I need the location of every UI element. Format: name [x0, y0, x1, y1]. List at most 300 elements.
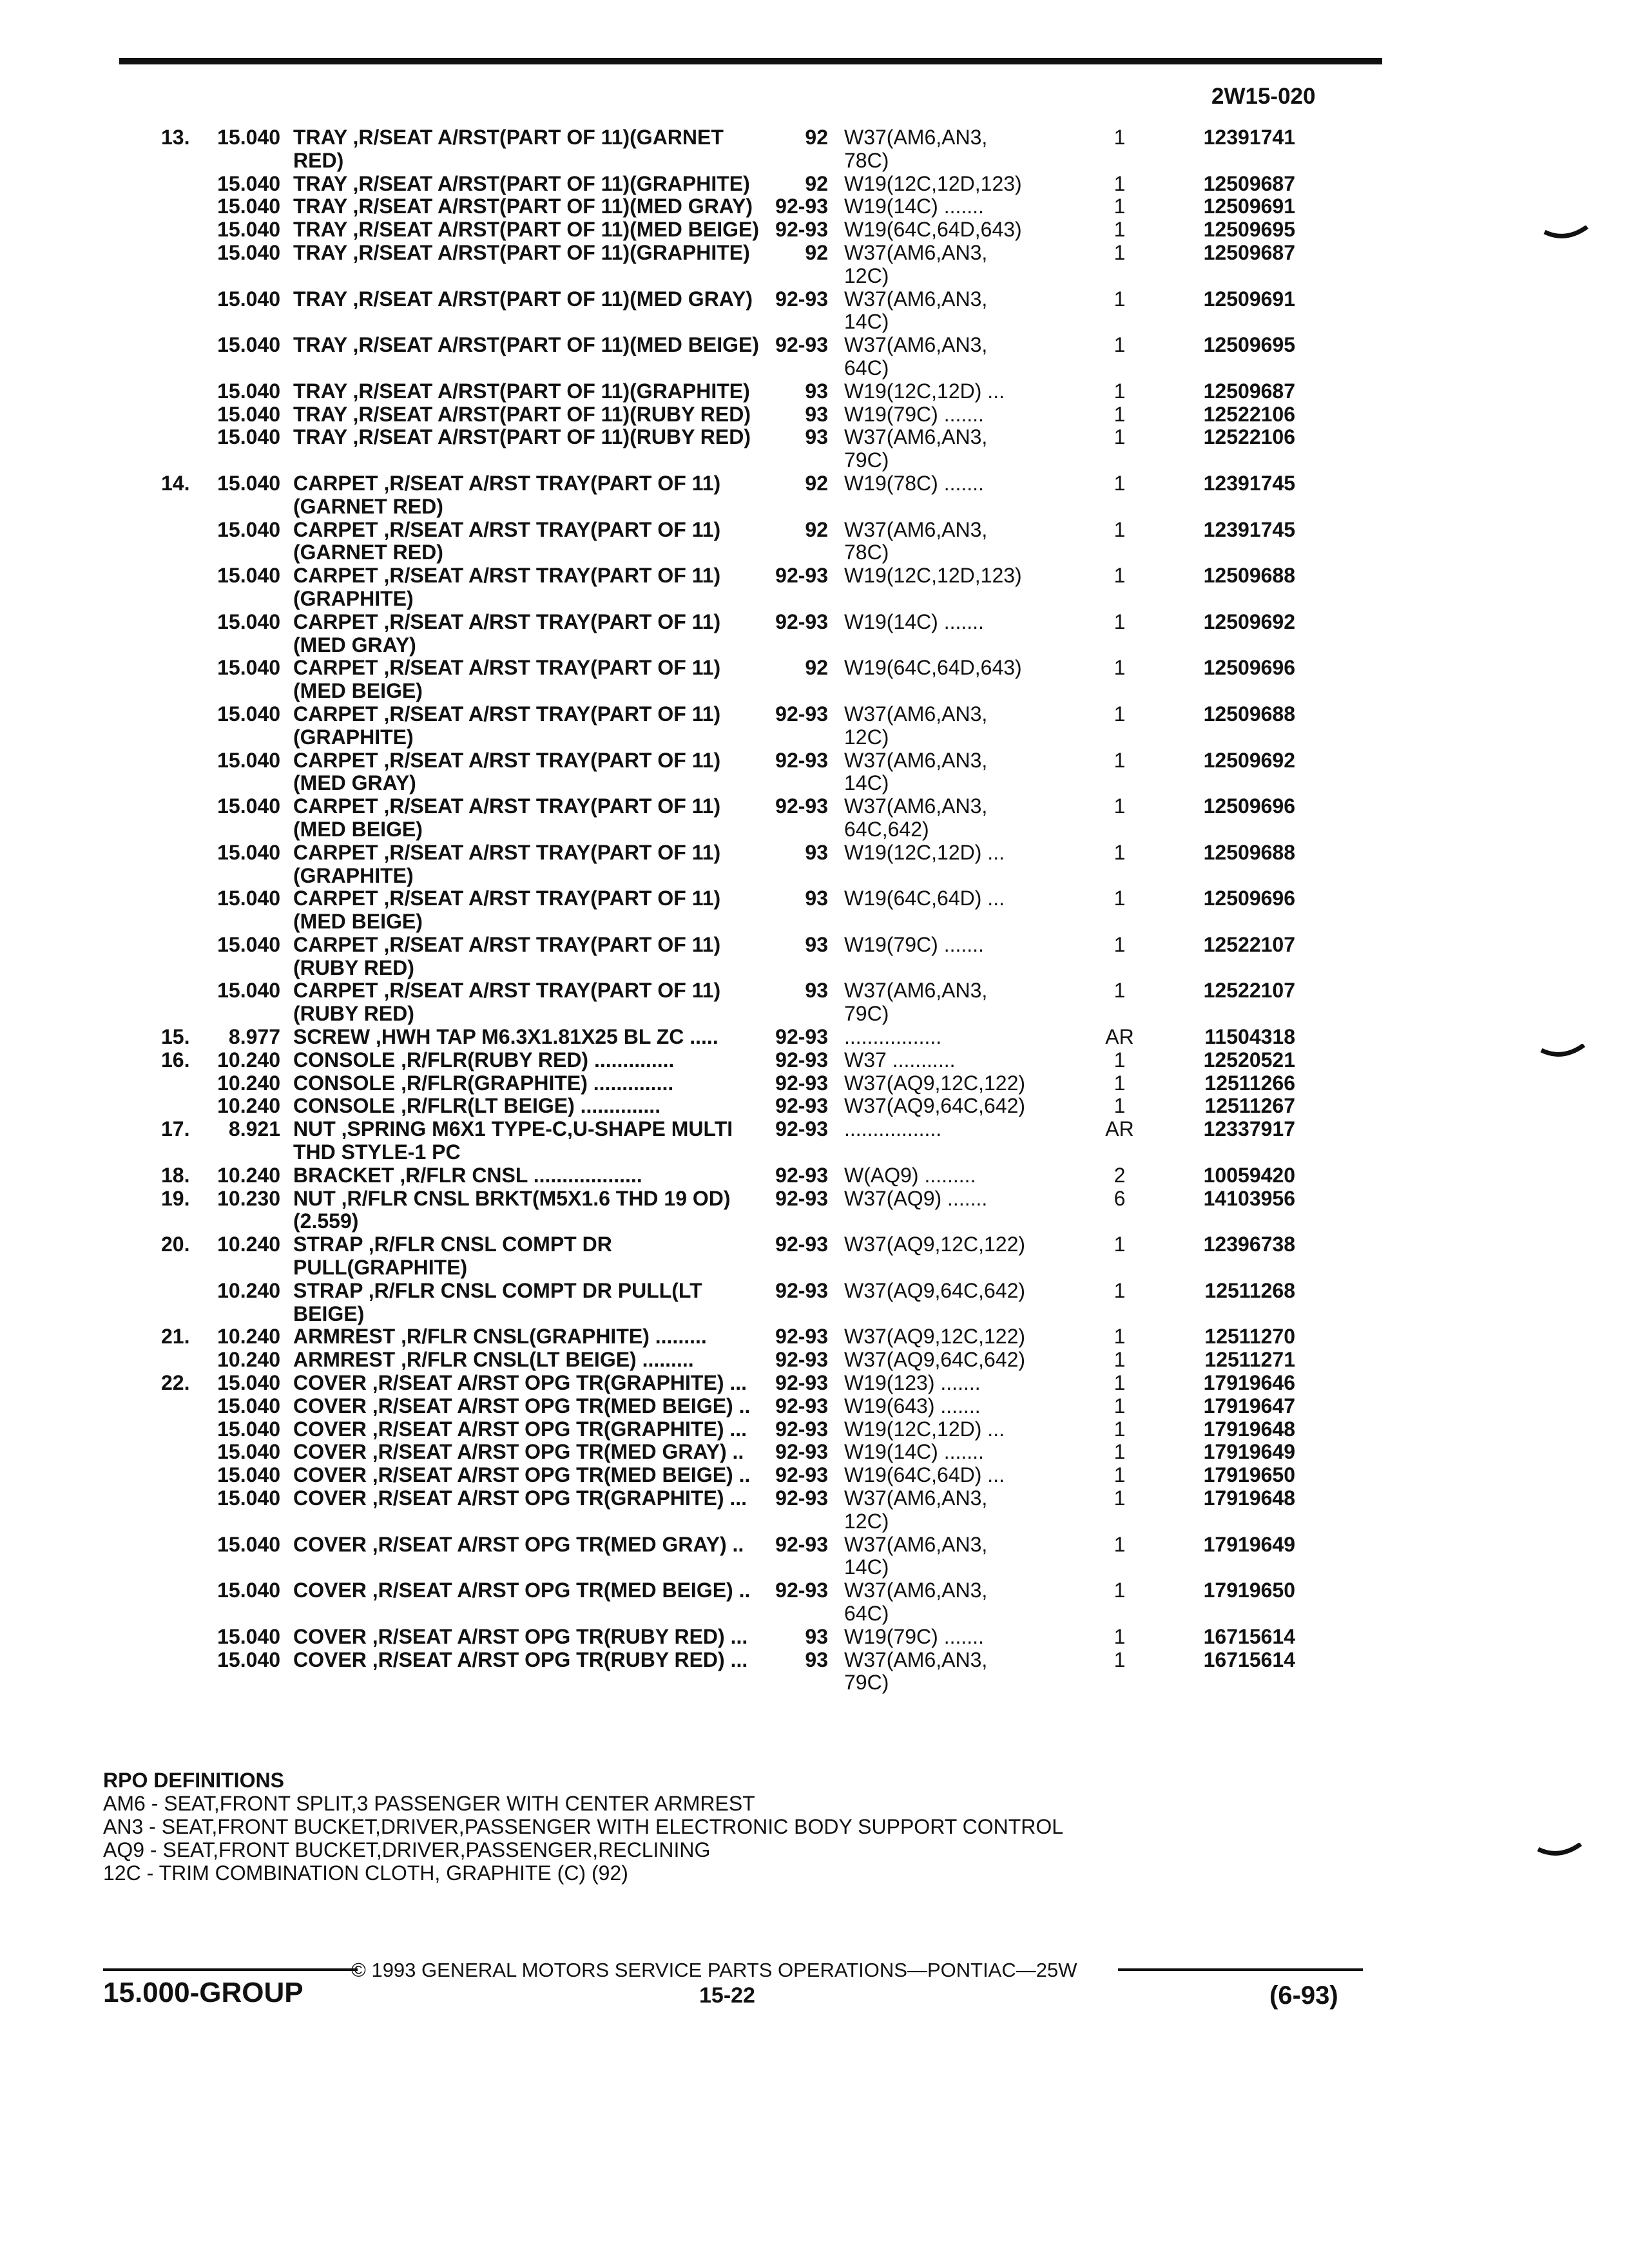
part-number: 12396738 [1203, 1233, 1295, 1256]
part-description [290, 841, 751, 888]
group-number: 15.040 [217, 517, 280, 541]
part-description-line: COVER ,R/SEAT A/RST OPG TR(MED BEIGE) .. [293, 1463, 751, 1487]
part-description [290, 1395, 751, 1418]
part-number: 17919650 [1203, 1579, 1295, 1602]
part-description-line: CONSOLE ,R/FLR(GRAPHITE) .............. [293, 1071, 674, 1095]
model-usage-line: W19(643) ....... [844, 1394, 981, 1418]
part-description-line: COVER ,R/SEAT A/RST OPG TR(MED GRAY) .. [293, 1532, 744, 1556]
quantity: 1 [1113, 1278, 1126, 1302]
model-usage [838, 1026, 1092, 1049]
part-description-line: TRAY ,R/SEAT A/RST(PART OF 11)(GRAPHITE) [293, 171, 750, 195]
parts-row [122, 1280, 1379, 1326]
quantity: 1 [1113, 240, 1126, 264]
quantity: 1 [1113, 564, 1126, 588]
model-usage [838, 1349, 1092, 1372]
group-number: 10.240 [217, 1278, 280, 1302]
part-description [290, 1095, 751, 1118]
part-description-line: TRAY ,R/SEAT A/RST(PART OF 11)(RUBY RED) [293, 402, 751, 426]
model-usage-line: 14C) [844, 310, 889, 334]
quantity: 1 [1113, 471, 1126, 495]
part-description-line: CARPET ,R/SEAT A/RST TRAY(PART OF 11) [293, 564, 721, 588]
part-number: 12509696 [1203, 887, 1295, 910]
model-usage-line: W19(64C,64D,643) [844, 218, 1022, 242]
model-usage [838, 1233, 1092, 1256]
quantity: 1 [1113, 1463, 1126, 1487]
part-number: 12509692 [1203, 610, 1295, 633]
part-description [290, 380, 751, 403]
group-number: 15.040 [217, 402, 280, 426]
item-number: 17. [161, 1117, 190, 1141]
group-number: 15.040 [217, 333, 280, 357]
model-usage [838, 934, 1092, 957]
model-usage [838, 1280, 1092, 1303]
model-usage-line: 64C) [844, 1602, 889, 1625]
model-usage-line: 64C,642) [844, 817, 929, 841]
group-number: 10.240 [217, 1071, 280, 1095]
model-years: 93 [805, 425, 828, 449]
model-usage-line: W19(14C) ....... [844, 1440, 984, 1464]
part-number: 16715614 [1203, 1648, 1295, 1671]
model-years: 92-93 [775, 1048, 828, 1072]
part-description [290, 1464, 751, 1487]
parts-row [122, 126, 1379, 173]
model-years: 93 [805, 887, 828, 910]
model-usage [838, 657, 1092, 680]
part-description-line: (GRAPHITE) [293, 586, 414, 610]
quantity: 1 [1113, 1648, 1126, 1671]
model-usage-line: 64C) [844, 356, 889, 380]
part-description [290, 1026, 751, 1049]
item-number: 18. [161, 1163, 190, 1187]
model-years: 92-93 [775, 748, 828, 772]
model-usage [838, 403, 1092, 427]
part-number: 12509687 [1203, 240, 1295, 264]
part-description-line: CARPET ,R/SEAT A/RST TRAY(PART OF 11) [293, 794, 721, 818]
model-usage-line: 78C) [844, 148, 889, 172]
part-description-line: CARPET ,R/SEAT A/RST TRAY(PART OF 11) [293, 471, 721, 495]
model-usage-line: W19(14C) ....... [844, 610, 984, 633]
parts-row [122, 403, 1379, 427]
part-number: 12509696 [1203, 794, 1295, 818]
part-number: 12391745 [1203, 517, 1295, 541]
model-usage-line: 79C) [844, 1671, 889, 1695]
part-description-line: BRACKET ,R/FLR CNSL ................... [293, 1163, 642, 1187]
part-description [290, 1441, 751, 1464]
parts-row [122, 472, 1379, 519]
group-number: 15.040 [217, 195, 280, 218]
model-years: 92-93 [775, 564, 828, 588]
rpo-title: RPO DEFINITIONS [103, 1769, 284, 1792]
part-description [290, 1372, 751, 1395]
model-usage-line: W19(123) ....... [844, 1371, 981, 1395]
group-number: 10.240 [217, 1325, 280, 1349]
part-description-line: (GRAPHITE) [293, 863, 414, 887]
model-usage-line: W19(14C) ....... [844, 195, 984, 218]
part-description [290, 1187, 751, 1234]
quantity: 1 [1113, 748, 1126, 772]
part-number: 12511267 [1204, 1094, 1295, 1118]
model-usage [838, 1464, 1092, 1487]
quantity: 1 [1113, 1579, 1126, 1602]
parts-row [122, 749, 1379, 796]
part-number: 12520521 [1203, 1048, 1295, 1072]
group-number: 10.240 [217, 1233, 280, 1256]
model-years: 92-93 [775, 1233, 828, 1256]
model-usage-line: W19(12C,12D,123) [844, 171, 1022, 195]
group-number: 15.040 [217, 656, 280, 680]
part-number: 17919649 [1203, 1532, 1295, 1556]
part-description [290, 1233, 751, 1280]
part-description [290, 1418, 751, 1441]
model-usage-line: W37(AM6,AN3, [844, 794, 988, 818]
group-number: 10.240 [217, 1094, 280, 1118]
model-usage [838, 218, 1092, 242]
model-usage [838, 380, 1092, 403]
parts-row [122, 1395, 1379, 1418]
group-number: 8.921 [228, 1117, 280, 1141]
model-usage-line: W19(12C,12D) ... [844, 1417, 1005, 1441]
model-usage [838, 1649, 1092, 1695]
model-years: 92 [805, 240, 828, 264]
model-usage-line: W37(AQ9,12C,122) [844, 1071, 1026, 1095]
ink-mark-2 [1540, 1044, 1585, 1062]
part-description [290, 426, 751, 449]
parts-row [122, 1418, 1379, 1441]
model-years: 92 [805, 517, 828, 541]
part-description [290, 1280, 751, 1326]
part-description-line: TRAY ,R/SEAT A/RST(PART OF 11)(MED BEIGE) [293, 333, 760, 357]
part-number: 12509692 [1203, 748, 1295, 772]
part-number: 12391741 [1203, 126, 1295, 149]
part-description-line: (MED BEIGE) [293, 679, 423, 703]
model-years: 92-93 [775, 702, 828, 726]
part-number: 12511268 [1204, 1278, 1295, 1302]
parts-table [122, 126, 1379, 1695]
quantity: 1 [1113, 656, 1126, 680]
part-description [290, 1533, 751, 1557]
model-usage-line: W37(AM6,AN3, [844, 425, 988, 449]
group-number: 15.040 [217, 1371, 280, 1395]
model-usage [838, 195, 1092, 218]
part-number: 12509695 [1203, 333, 1295, 357]
part-number: 12511270 [1204, 1325, 1295, 1349]
part-description [290, 1164, 751, 1187]
parts-row [122, 242, 1379, 288]
model-usage [838, 1487, 1092, 1533]
quantity: 1 [1113, 1624, 1126, 1648]
model-usage [838, 126, 1092, 173]
group-number: 15.040 [217, 702, 280, 726]
part-description [290, 703, 751, 749]
model-usage [838, 519, 1092, 565]
part-number: 10059420 [1203, 1163, 1295, 1187]
part-description [290, 288, 751, 311]
model-usage-line: W19(79C) ....... [844, 1624, 984, 1648]
quantity: 2 [1113, 1163, 1126, 1187]
parts-row [122, 334, 1379, 380]
model-usage [838, 1533, 1092, 1580]
group-number: 15.040 [217, 932, 280, 956]
model-usage [838, 242, 1092, 288]
model-usage-line: W37(AQ9,64C,642) [844, 1348, 1026, 1372]
quantity: 1 [1113, 1348, 1126, 1372]
parts-row [122, 218, 1379, 242]
model-usage [838, 1626, 1092, 1649]
part-number: 17919650 [1203, 1463, 1295, 1487]
model-years: 92-93 [775, 1094, 828, 1118]
model-usage [838, 841, 1092, 865]
model-usage-line: W37(AM6,AN3, [844, 702, 988, 726]
model-usage-line: W37(AM6,AN3, [844, 1579, 988, 1602]
parts-row [122, 979, 1379, 1026]
part-number: 12509688 [1203, 564, 1295, 588]
model-usage-line: W37 ........... [844, 1048, 956, 1072]
parts-row [122, 1626, 1379, 1649]
model-years: 92-93 [775, 1325, 828, 1349]
part-number: 12337917 [1203, 1117, 1295, 1141]
model-usage [838, 979, 1092, 1026]
model-usage-line: W37(AQ9,12C,122) [844, 1233, 1026, 1256]
model-usage [838, 1441, 1092, 1464]
model-usage-line: W19(12C,12D,123) [844, 564, 1022, 588]
part-description-line: PULL(GRAPHITE) [293, 1256, 468, 1280]
model-usage-line: W37(AM6,AN3, [844, 1532, 988, 1556]
group-number: 15.040 [217, 1532, 280, 1556]
quantity: 1 [1113, 126, 1126, 149]
group-number: 8.977 [228, 1025, 280, 1049]
group-number: 15.040 [217, 840, 280, 864]
model-usage-line: W37(AM6,AN3, [844, 240, 988, 264]
part-description [290, 795, 751, 841]
part-number: 12522107 [1203, 979, 1295, 1003]
model-usage-line: W19(79C) ....... [844, 932, 984, 956]
footer-rule [1118, 1968, 1363, 1971]
part-description-line: STRAP ,R/FLR CNSL COMPT DR PULL(LT [293, 1278, 702, 1302]
part-description [290, 611, 751, 657]
model-usage [838, 1095, 1092, 1118]
part-description-line: (GARNET RED) [293, 494, 443, 518]
model-usage [838, 795, 1092, 841]
quantity: 1 [1113, 1233, 1126, 1256]
model-years: 93 [805, 379, 828, 403]
parts-row [122, 1487, 1379, 1533]
group-number: 15.040 [217, 979, 280, 1003]
quantity: 1 [1113, 1371, 1126, 1395]
part-number: 12511271 [1204, 1348, 1295, 1372]
parts-row [122, 1349, 1379, 1372]
part-description [290, 242, 751, 265]
part-description [290, 403, 751, 427]
part-number: 17919648 [1203, 1486, 1295, 1510]
parts-row [122, 288, 1379, 334]
quantity: AR [1105, 1117, 1134, 1141]
model-usage-line: W37(AM6,AN3, [844, 517, 988, 541]
part-description-line: CARPET ,R/SEAT A/RST TRAY(PART OF 11) [293, 748, 721, 772]
part-description-line: (GARNET RED) [293, 541, 443, 564]
model-usage-line: 14C) [844, 1555, 889, 1579]
group-number: 10.240 [217, 1048, 280, 1072]
model-usage-line: W37(AQ9) ....... [844, 1186, 988, 1210]
model-years: 92 [805, 171, 828, 195]
part-description-line: (RUBY RED) [293, 1002, 414, 1026]
model-usage-line: W19(64C,64D) ... [844, 887, 1005, 910]
parts-row [122, 703, 1379, 749]
quantity: 1 [1113, 887, 1126, 910]
parts-row [122, 426, 1379, 472]
part-description-line: TRAY ,R/SEAT A/RST(PART OF 11)(RUBY RED) [293, 425, 751, 449]
model-years: 92-93 [775, 1394, 828, 1418]
model-years: 92-93 [775, 610, 828, 633]
parts-row [122, 1579, 1379, 1626]
model-usage-line: W19(64C,64D,643) [844, 656, 1022, 680]
part-description-line: CARPET ,R/SEAT A/RST TRAY(PART OF 11) [293, 932, 721, 956]
parts-row [122, 173, 1379, 196]
model-usage [838, 173, 1092, 196]
part-description-line: ARMREST ,R/FLR CNSL(GRAPHITE) ......... [293, 1325, 707, 1349]
rpo-line: AQ9 - SEAT,FRONT BUCKET,DRIVER,PASSENGER,RECLINING [103, 1838, 711, 1861]
model-years: 92-93 [775, 1117, 828, 1141]
parts-row [122, 1533, 1379, 1580]
group-number: 15.040 [217, 471, 280, 495]
ink-mark-3 [1537, 1843, 1582, 1861]
part-description-line: TRAY ,R/SEAT A/RST(PART OF 11)(MED GRAY) [293, 287, 753, 311]
parts-row [122, 380, 1379, 403]
part-description-line: SCREW ,HWH TAP M6.3X1.81X25 BL ZC ..... [293, 1025, 718, 1049]
model-years: 92-93 [775, 1186, 828, 1210]
model-years: 93 [805, 979, 828, 1003]
model-usage-line: W19(79C) ....... [844, 402, 984, 426]
model-usage-line: W37(AM6,AN3, [844, 333, 988, 357]
part-number: 12509695 [1203, 218, 1295, 242]
model-years: 93 [805, 932, 828, 956]
part-description-line: (MED GRAY) [293, 771, 416, 795]
model-years: 92-93 [775, 1163, 828, 1187]
group-number: 15.040 [217, 1648, 280, 1671]
item-number: 14. [161, 471, 190, 495]
quantity: 1 [1113, 1486, 1126, 1510]
quantity: 1 [1113, 610, 1126, 633]
part-description [290, 1325, 751, 1349]
model-usage-line: W(AQ9) ......... [844, 1163, 976, 1187]
item-number: 21. [161, 1325, 190, 1349]
quantity: 1 [1113, 517, 1126, 541]
group-number: 15.040 [217, 1579, 280, 1602]
part-description-line: TRAY ,R/SEAT A/RST(PART OF 11)(MED GRAY) [293, 195, 753, 218]
parts-row [122, 1026, 1379, 1049]
part-description [290, 934, 751, 980]
rpo-definitions [103, 1769, 1063, 1885]
parts-row [122, 1325, 1379, 1349]
part-description-line: (RUBY RED) [293, 956, 414, 979]
model-usage-line: W37(AQ9,12C,122) [844, 1325, 1026, 1349]
model-usage-line: W19(64C,64D) ... [844, 1463, 1005, 1487]
model-usage [838, 1049, 1092, 1072]
part-description [290, 749, 751, 796]
parts-row [122, 887, 1379, 934]
part-description [290, 887, 751, 934]
parts-row [122, 1372, 1379, 1395]
quantity: 1 [1113, 1048, 1126, 1072]
part-description [290, 1487, 751, 1510]
top-rule [119, 58, 1382, 64]
part-description-line: COVER ,R/SEAT A/RST OPG TR(RUBY RED) ... [293, 1624, 748, 1648]
quantity: 1 [1113, 402, 1126, 426]
model-years: 92-93 [775, 1417, 828, 1441]
model-years: 92-93 [775, 1025, 828, 1049]
model-years: 92 [805, 126, 828, 149]
part-number: 12391745 [1203, 471, 1295, 495]
quantity: 1 [1113, 979, 1126, 1003]
quantity: 1 [1113, 1532, 1126, 1556]
group-number: 15.040 [217, 218, 280, 242]
model-usage [838, 703, 1092, 749]
quantity: 1 [1113, 840, 1126, 864]
parts-row [122, 1118, 1379, 1164]
quantity: 6 [1113, 1186, 1126, 1210]
model-usage [838, 1072, 1092, 1095]
part-description-line: CARPET ,R/SEAT A/RST TRAY(PART OF 11) [293, 979, 721, 1003]
part-description-line: CARPET ,R/SEAT A/RST TRAY(PART OF 11) [293, 517, 721, 541]
quantity: 1 [1113, 195, 1126, 218]
group-number: 15.040 [217, 240, 280, 264]
part-description-line: NUT ,SPRING M6X1 TYPE-C,U-SHAPE MULTI [293, 1117, 733, 1141]
part-description-line: CARPET ,R/SEAT A/RST TRAY(PART OF 11) [293, 610, 721, 633]
model-usage-line: ................. [844, 1025, 942, 1049]
group-number: 15.040 [217, 887, 280, 910]
part-description-line: (2.559) [293, 1209, 359, 1233]
model-usage-line: W37(AQ9,64C,642) [844, 1278, 1026, 1302]
rpo-line: AN3 - SEAT,FRONT BUCKET,DRIVER,PASSENGER WITH ELECTRONIC BODY SUPPORT CONTROL [103, 1815, 1064, 1838]
group-label: 15.000-GROUP [103, 1977, 304, 2008]
part-number: 17919647 [1203, 1394, 1295, 1418]
group-number: 10.240 [217, 1348, 280, 1372]
model-usage [838, 1418, 1092, 1441]
rpo-line: AM6 - SEAT,FRONT SPLIT,3 PASSENGER WITH CENTER ARMREST [103, 1792, 755, 1815]
model-years: 92-93 [775, 1371, 828, 1395]
part-description-line: CARPET ,R/SEAT A/RST TRAY(PART OF 11) [293, 887, 721, 910]
model-years: 92-93 [775, 333, 828, 357]
model-usage [838, 564, 1092, 588]
part-number: 12522107 [1203, 932, 1295, 956]
part-description-line: THD STYLE-1 PC [293, 1140, 461, 1164]
quantity: 1 [1113, 425, 1126, 449]
group-number: 15.040 [217, 610, 280, 633]
part-description [290, 1118, 751, 1164]
part-description-line: RED) [293, 148, 344, 172]
parts-row [122, 1164, 1379, 1187]
part-number: 17919649 [1203, 1440, 1295, 1464]
model-usage [838, 1579, 1092, 1626]
part-number: 12509696 [1203, 656, 1295, 680]
quantity: 1 [1113, 171, 1126, 195]
model-usage-line: 12C) [844, 264, 889, 287]
rpo-line: 12C - TRIM COMBINATION CLOTH, GRAPHITE (C) (92) [103, 1861, 628, 1885]
model-usage [838, 1395, 1092, 1418]
model-usage [838, 1372, 1092, 1395]
model-years: 92 [805, 656, 828, 680]
part-description [290, 195, 751, 218]
parts-row [122, 934, 1379, 980]
model-years: 92-93 [775, 287, 828, 311]
quantity: 1 [1113, 1325, 1126, 1349]
part-description [290, 1049, 751, 1072]
part-description-line: (MED BEIGE) [293, 910, 423, 934]
group-number: 10.230 [217, 1186, 280, 1210]
model-years: 92-93 [775, 1532, 828, 1556]
parts-row [122, 611, 1379, 657]
part-description-line: (GRAPHITE) [293, 725, 414, 749]
model-usage [838, 472, 1092, 495]
